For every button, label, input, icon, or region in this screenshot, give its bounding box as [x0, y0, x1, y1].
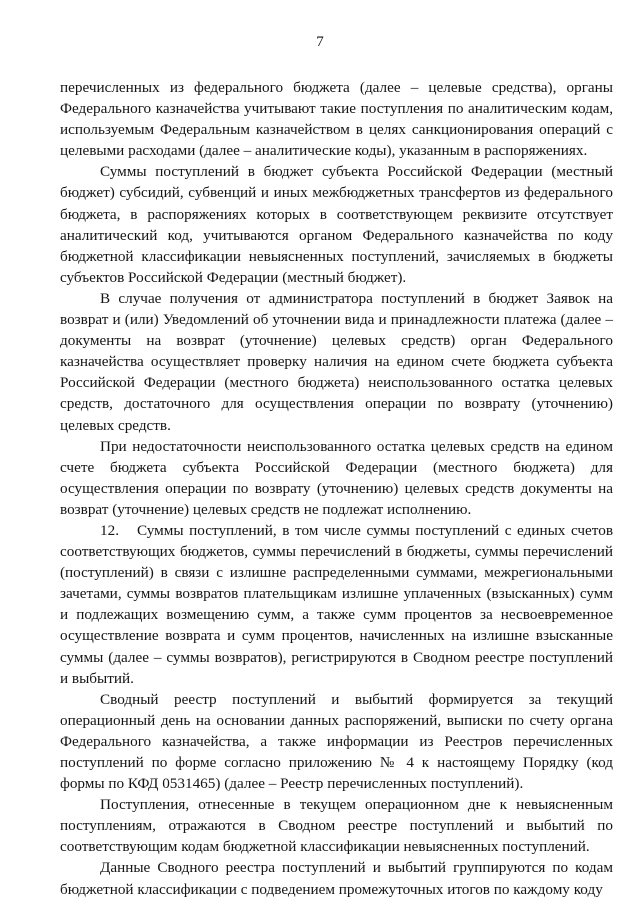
- paragraph: Поступления, отнесенные в текущем операционном дне к невыясненным поступлениям, отражаются в Сводном реестре поступлений и выбытий по соответствующим кодам бюджетной классификации невыясненных поступлений.: [60, 796, 613, 856]
- numbered-paragraph: [60, 520, 613, 689]
- page-number: 7: [316, 34, 324, 50]
- paragraph: При недостаточности неиспользованного остатка целевых средств на едином счете бюджета субъекта Российской Федерации (местного бюджета) для осуществления операции по возврату (уточнению) целевых средств документы на возврат (уточнение) целевых средств не подлежат исполнению.: [60, 437, 613, 518]
- paragraph: перечисленных из федерального бюджета (далее – целевые средства), органы Федерального казначейства учитывают такие поступления по аналитическим кодам, используемым Федеральным казначейством в целях санкционирования операций с целевыми расходами (далее – аналитические коды), указанным в распоряжениях.: [60, 79, 613, 160]
- paragraph-text: Суммы поступлений, в том числе суммы поступлений с единых счетов соответствующих бюджетов, суммы перечислений в бюджеты, суммы перечислений (поступлений) в связи с излишне распределенными суммами, межрегиональными зачетами, суммы возвратов плательщикам излишне уплаченных (взысканных) сумм и подлежащих возмещению сумм, а также сумм процентов за несвоевременное осуществление возврата и сумм процентов, начисленных на излишне взысканные суммы (далее – суммы возвратов), регистрируются в Сводном реестре поступлений и выбытий.: [60, 521, 613, 687]
- paragraph: Данные Сводного реестра поступлений и выбытий группируются по кодам бюджетной классификации с подведением промежуточных итогов по каждому коду: [60, 859, 613, 898]
- paragraph: Суммы поступлений в бюджет субъекта Российской Федерации (местный бюджет) субсидий, субвенций и иных межбюджетных трансфертов из федерального бюджета, в распоряжениях которых в соответствующем реквизите отсутствует аналитический код, учитываются органом Федерального казначейства по коду бюджетной классификации невыясненных поступлений, зачисляемых в бюджеты субъектов Российской Федерации (местный бюджет).: [60, 163, 613, 286]
- paragraph: Сводный реестр поступлений и выбытий формируется за текущий операционный день на основании данных распоряжений, выписки по счету органа Федерального казначейства, а также информации из Реестров перечисленных поступлений по форме согласно приложению № 4 к настоящему Порядку (код формы по КФД 0531465) (далее – Реестр перечисленных поступлений).: [60, 690, 613, 793]
- document-body: [60, 77, 613, 900]
- item-number: 12.: [100, 521, 119, 539]
- paragraph: В случае получения от администратора поступлений в бюджет Заявок на возврат и (или) Уведомлений об уточнении вида и принадлежности платежа (далее – документы на возврат (уточнение) целевых средств) орган Федерального казначейства осуществляет проверку наличия на едином счете бюджета субъекта Российской Федерации (местного бюджета) неиспользованного остатка целевых средств, достаточного для осуществления операции по возврату (уточнению) целевых средств.: [60, 289, 613, 434]
